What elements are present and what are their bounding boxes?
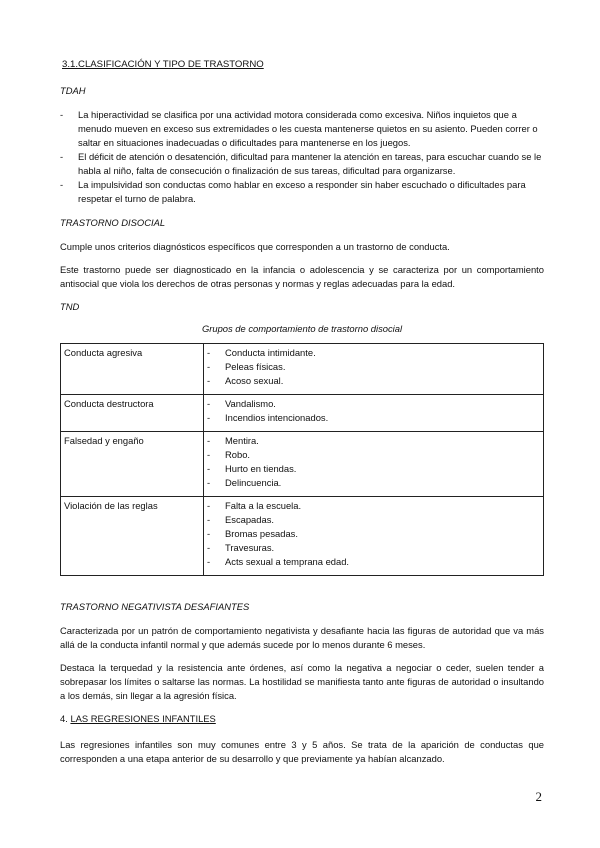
table-row — [61, 432, 544, 497]
table-items-cell — [204, 344, 544, 395]
negativista-label: TRASTORNO NEGATIVISTA DESAFIANTES — [60, 601, 250, 612]
list-item: - El déficit de atención o desatención, dificultad para mantener la atención en tareas, para escuchar cuando se le habla al niño, falta de consecución o finalización de sus tareas, dificultad para organizarse. — [60, 150, 544, 178]
table-item: - Delincuencia. — [207, 476, 540, 490]
table-item: - Travesuras. — [207, 541, 540, 555]
table-category-cell: Conducta destructora — [61, 395, 204, 432]
table-item: - Mentira. — [207, 434, 540, 448]
section-title-text: CLASIFICACIÓN Y TIPO DE TRASTORNO — [78, 59, 264, 70]
negativista-paragraph-2: Destaca la terquedad y la resistencia ante órdenes, así como la negativa a negociar o ceder, suelen tender a sobrepasar los límites o saltarse las normas. La hostilidad se manifiesta tanto ante figuras de autoridad o insultando a los demás, sin llegar a la agresión física. — [60, 662, 544, 701]
table-caption: Grupos de comportamiento de trastorno disocial — [201, 323, 403, 334]
table-item: - Escapadas. — [207, 513, 540, 527]
table-item-list — [207, 434, 540, 490]
disocial-paragraph-2: Este trastorno puede ser diagnosticado en la infancia o adolescencia y se caracteriza por un comportamiento antisocial que viola los derechos de otras personas y normas y reglas adecuadas para la edad. — [60, 264, 544, 289]
table-item-list — [207, 499, 540, 569]
behavior-groups-table — [60, 343, 544, 576]
table-item: - Conducta intimidante. — [207, 346, 540, 360]
table-item-list — [207, 397, 540, 425]
table-item: - Acts sexual a temprana edad. — [207, 555, 540, 569]
tdah-label: TDAH — [60, 85, 86, 96]
table-item: - Peleas físicas. — [207, 360, 540, 374]
table-category-cell: Conducta agresiva — [61, 344, 204, 395]
tdah-list — [60, 108, 544, 206]
list-item: - La impulsividad son conductas como hablar en exceso a responder sin haber escuchado o dificultades para respetar el turno de palabra. — [60, 178, 544, 206]
table-category-cell: Violación de las reglas — [61, 497, 204, 576]
table-item: - Vandalismo. — [207, 397, 540, 411]
table-item: - Hurto en tiendas. — [207, 462, 540, 476]
list-item: - La hiperactividad se clasifica por una actividad motora considerada como excesiva. Niños inquietos que a menudo mueven en exceso sus extremidades o les cuesta mantenerse quietos en su asiento. Pueden correr o saltar en situaciones inadecuadas o dificultades para mantenerse en los juegos. — [60, 108, 544, 150]
regresiones-paragraph-1: Las regresiones infantiles son muy comunes entre 3 y 5 años. Se trata de la aparición de conductas que corresponden a una etapa anterior de su desarrollo y que previamente ya habían alcanzado. — [60, 739, 544, 764]
table-items-cell — [204, 432, 544, 497]
page-number: 2 — [535, 789, 542, 804]
section-title — [62, 58, 544, 72]
disocial-paragraph-1: Cumple unos criterios diagnósticos específicos que corresponden a un trastorno de conducta. — [60, 241, 450, 252]
table-row — [61, 344, 544, 395]
negativista-paragraph-1: Caracterizada por un patrón de comportamiento negativista y desafiante hacia las figuras de autoridad que va más allá de la conducta infantil normal y que además sucede por lo menos durante 6 meses. — [60, 625, 544, 650]
table-items-cell — [204, 395, 544, 432]
table-item: - Falta a la escuela. — [207, 499, 540, 513]
table-item: - Incendios intencionados. — [207, 411, 540, 425]
disocial-label: TRASTORNO DISOCIAL — [60, 217, 166, 228]
table-row — [61, 497, 544, 576]
table-item-list — [207, 346, 540, 388]
table-row — [61, 395, 544, 432]
regresiones-heading — [60, 712, 544, 726]
document-page — [60, 52, 544, 775]
table-category-cell: Falsedad y engaño — [61, 432, 204, 497]
table-items-cell — [204, 497, 544, 576]
regresiones-title: LAS REGRESIONES INFANTILES — [70, 713, 216, 724]
table-item: - Bromas pesadas. — [207, 527, 540, 541]
section-title-number: 3.1. — [62, 59, 79, 70]
table-item: - Acoso sexual. — [207, 374, 540, 388]
regresiones-number: 4. — [60, 713, 68, 724]
table-item: - Robo. — [207, 448, 540, 462]
tnd-label: TND — [60, 301, 80, 312]
